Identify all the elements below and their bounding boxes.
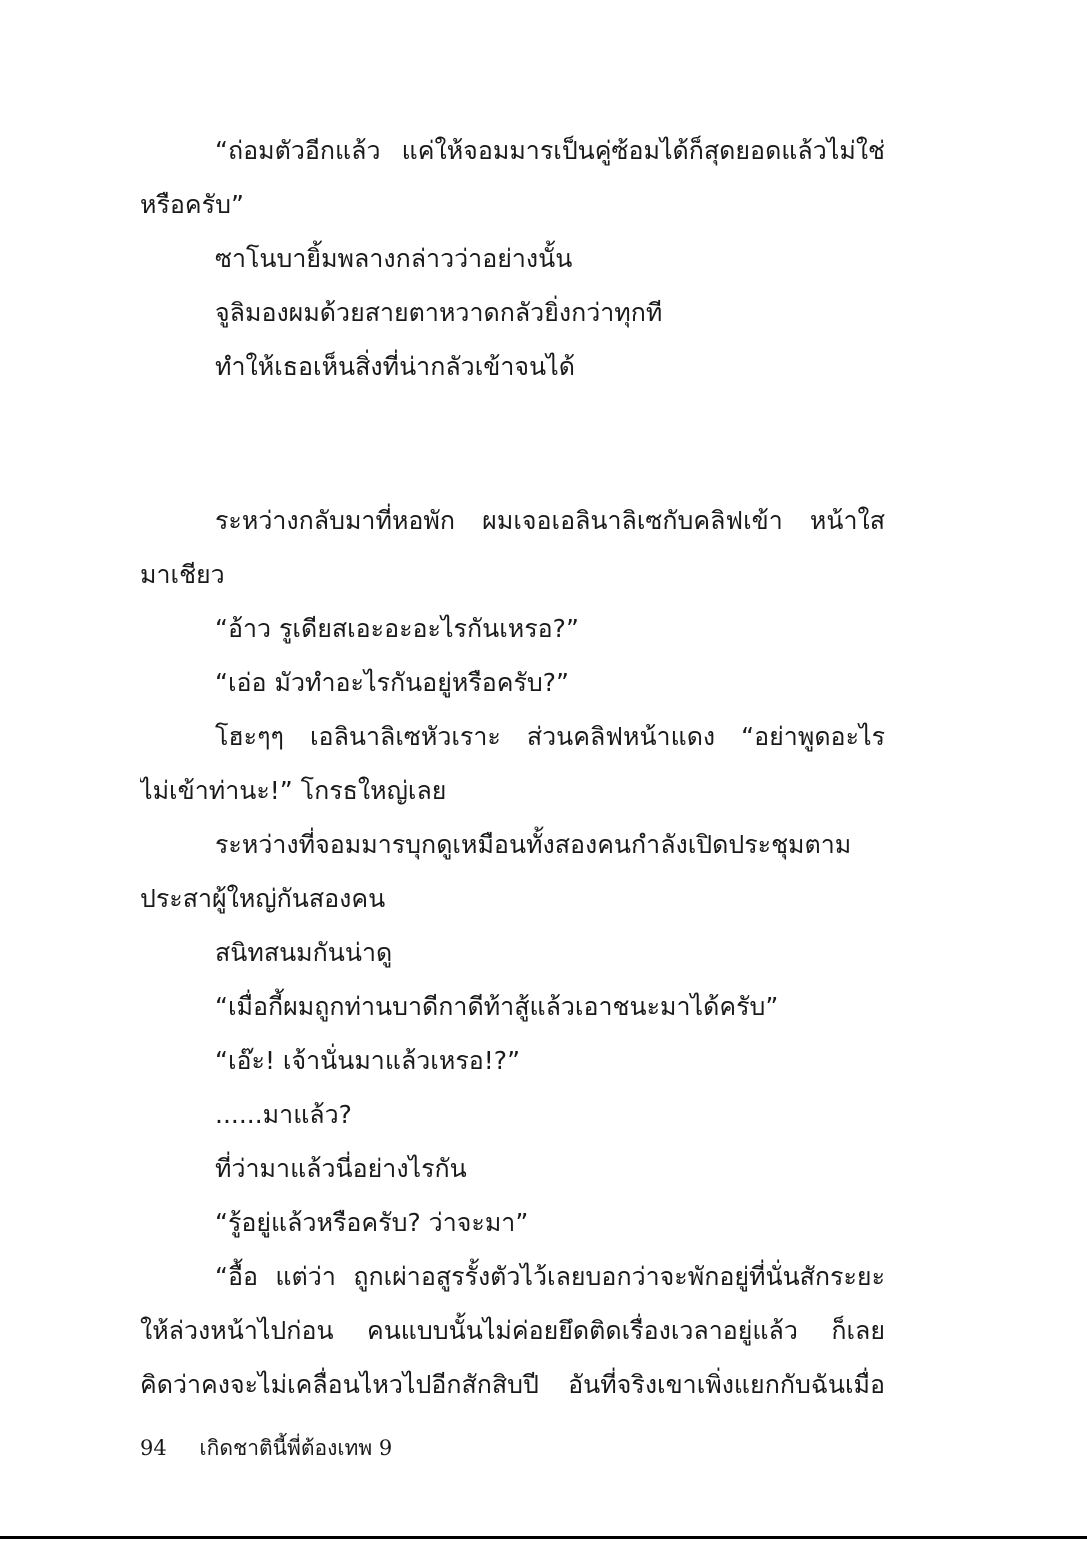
text-line: ทำให้เธอเห็นสิ่งที่น่ากลัวเข้าจนได้ (215, 352, 575, 381)
text-line: สนิทสนมกันน่าดู (215, 938, 393, 967)
text-line: ให้ล่วงหน้าไปก่อน คนแบบนั้นไม่ค่อยยึดติดเรื่องเวลาอยู่แล้ว ก็เลย (140, 1316, 885, 1345)
text-line: “อ้าว รูเดียสเอะอะอะไรกันเหรอ?” (215, 614, 579, 643)
text-line: โฮะๆๆ เอลินาลิเซหัวเราะ ส่วนคลิฟหน้าแดง “อย่าพูดอะไร (215, 722, 885, 751)
text-line: จูลิมองผมด้วยสายตาหวาดกลัวยิ่งกว่าทุกที (215, 298, 663, 327)
text-line: หรือครับ” (140, 190, 244, 219)
body-text (140, 124, 885, 1412)
text-line: คิดว่าคงจะไม่เคลื่อนไหวไปอีกสักสิบปี อันที่จริงเขาเพิ่งแยกกับฉันเมื่อ (140, 1370, 885, 1399)
text-line: “ถ่อมตัวอีกแล้ว แค่ให้จอมมารเป็นคู่ซ้อมได้ก็สุดยอดแล้วไม่ใช่ (215, 136, 885, 165)
bottom-divider (0, 1536, 1087, 1539)
book-title: เกิดชาตินี้พี่ต้องเทพ 9 (199, 1436, 393, 1460)
page-footer (140, 1432, 392, 1465)
text-line: ประสาผู้ใหญ่กันสองคน (140, 884, 386, 913)
page-number: 94 (140, 1436, 167, 1460)
text-line: ......มาแล้ว? (215, 1100, 352, 1129)
text-line: “เอ่อ มัวทำอะไรกันอยู่หรือครับ?” (215, 668, 570, 697)
text-line: “อื้อ แต่ว่า ถูกเผ่าอสูรรั้งตัวไว้เลยบอกว่าจะพักอยู่ที่นั่นสักระยะ (215, 1262, 885, 1291)
text-line: ไม่เข้าท่านะ!” โกรธใหญ่เลย (140, 776, 447, 805)
text-line: “เมื่อกี้ผมถูกท่านบาดีกาดีท้าสู้แล้วเอาชนะมาได้ครับ” (215, 992, 779, 1021)
text-line: ระหว่างกลับมาที่หอพัก ผมเจอเอลินาลิเซกับคลิฟเข้า หน้าใส (215, 506, 885, 535)
text-line: “รู้อยู่แล้วหรือครับ? ว่าจะมา” (215, 1208, 529, 1237)
text-line: ระหว่างที่จอมมารบุกดูเหมือนทั้งสองคนกำลังเปิดประชุมตาม (215, 830, 852, 859)
text-line: มาเชียว (140, 560, 225, 589)
text-line: ที่ว่ามาแล้วนี่อย่างไรกัน (215, 1154, 467, 1183)
text-line: “เอ๊ะ! เจ้านั่นมาแล้วเหรอ!?” (215, 1046, 521, 1075)
scene-break (140, 394, 885, 494)
text-line: ซาโนบายิ้มพลางกล่าวว่าอย่างนั้น (215, 244, 573, 273)
